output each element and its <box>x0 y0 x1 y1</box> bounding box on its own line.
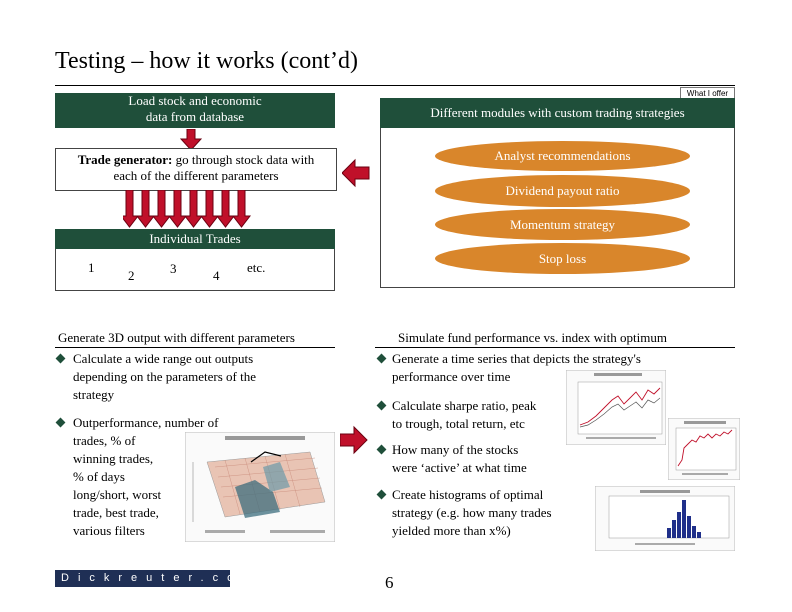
simulate-bullet-3 <box>392 441 527 477</box>
title-divider <box>55 85 735 86</box>
output-bullet-2-line-7: various filters <box>73 523 145 538</box>
modules-box: Different modules with custom trading strategies <box>380 98 735 128</box>
load-data-box <box>55 93 335 128</box>
bullet-icon <box>56 354 66 364</box>
trade-generator-box <box>55 148 337 191</box>
trade-generator-label: Trade generator: <box>77 152 173 167</box>
simulate-bullet-3-line-1: How many of the stocks <box>392 442 519 457</box>
simulate-bullet-4 <box>392 486 552 540</box>
output-heading: Generate 3D output with different parameters <box>58 330 295 345</box>
histogram-image <box>595 486 735 551</box>
output-bullet-2-line-5: long/short, worst <box>73 487 162 502</box>
bullet-icon <box>56 418 66 428</box>
oval-dividend-payout: Dividend payout ratio <box>435 175 690 207</box>
output-bullet-2-line-1: Outperformance, number of <box>73 415 219 430</box>
bullet-icon <box>377 354 387 364</box>
simulate-bullet-4-line-1: Create histograms of optimal <box>392 487 544 502</box>
simulate-bullet-1-line-2: performance over time <box>392 369 511 384</box>
output-bullet-1 <box>73 350 256 404</box>
output-heading-rule <box>55 347 335 348</box>
right-arrow-icon <box>340 425 368 455</box>
simulate-bullet-2-line-1: Calculate sharpe ratio, peak <box>392 398 537 413</box>
slide-title: Testing – how it works (cont’d) <box>55 48 358 74</box>
left-arrow-icon <box>342 158 370 188</box>
output-bullet-1-line-2: depending on the parameters of the <box>73 369 257 384</box>
trade-generator-line-2: each of the different parameters <box>113 168 279 183</box>
simulate-bullet-2-line-2: to trough, total return, etc <box>392 416 525 431</box>
simulate-heading-rule <box>375 347 735 348</box>
individual-trades-bar: Individual Trades <box>55 229 335 249</box>
trade-number-etc: etc. <box>247 260 266 275</box>
simulate-bullet-4-line-2: strategy (e.g. how many trades <box>392 505 552 520</box>
3d-output-chart-image <box>185 432 335 542</box>
simulate-bullet-3-line-2: were ‘active’ at what time <box>392 460 527 475</box>
bullet-icon <box>377 490 387 500</box>
oval-analyst-recommendations: Analyst recommendations <box>435 141 690 171</box>
simulate-heading: Simulate fund performance vs. index with optimum <box>398 330 667 345</box>
bullet-icon <box>377 401 387 411</box>
bullet-icon <box>377 445 387 455</box>
trade-number-2: 2 <box>128 268 135 283</box>
trade-number-3: 3 <box>170 261 177 276</box>
trade-number-4: 4 <box>213 268 220 283</box>
oval-momentum-strategy: Momentum strategy <box>435 209 690 240</box>
active-stocks-timeseries-image <box>668 418 740 480</box>
trade-generator-text: go through stock data with <box>172 152 315 167</box>
load-line-2: data from database <box>145 109 245 124</box>
what-i-offer-tag: What I offer <box>680 87 735 100</box>
simulate-bullet-2 <box>392 397 536 433</box>
output-bullet-2-line-4: % of days <box>73 469 125 484</box>
simulate-bullet-1-line-1: Generate a time series that depicts the strategy's <box>392 351 641 366</box>
trade-number-1: 1 <box>88 260 95 275</box>
oval-stop-loss: Stop loss <box>435 243 690 274</box>
footer-logo: Dickreuter.com <box>55 570 230 587</box>
performance-timeseries-image <box>566 370 666 445</box>
output-bullet-1-line-1: Calculate a wide range out outputs <box>73 351 254 366</box>
load-line-1: Load stock and economic <box>128 93 262 108</box>
simulate-bullet-4-line-3: yielded more than x%) <box>392 523 511 538</box>
individual-trades-area <box>55 249 335 291</box>
output-bullet-2-line-3: winning trades, <box>73 451 154 466</box>
output-bullet-2-line-2: trades, % of <box>73 433 136 448</box>
page-number: 6 <box>385 573 394 592</box>
output-bullet-1-line-3: strategy <box>73 387 115 402</box>
output-bullet-2-line-6: trade, best trade, <box>73 505 159 520</box>
many-down-arrows-icon <box>123 190 263 228</box>
